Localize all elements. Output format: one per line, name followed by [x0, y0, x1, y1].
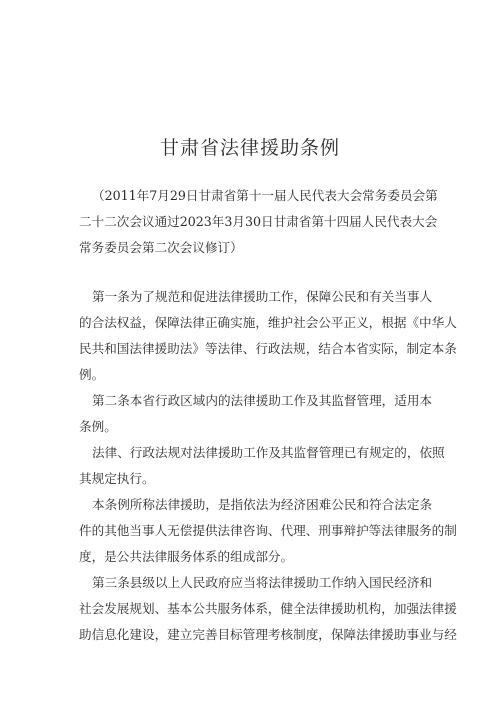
paragraph-line: 例。 [79, 367, 105, 382]
paragraph-line: 第二条本省行政区域内的法律援助工作及其监督管理，适用本 [92, 393, 433, 408]
preamble-line-1: （2011年7月29日甘肃省第十一届人民代表大会常务委员会第 [92, 188, 438, 203]
paragraph-line: 第一条为了规范和促进法律援助工作，保障公民和有关当事人 [92, 289, 433, 304]
preamble-line-3: 常务委员会第二次会议修订） [79, 240, 243, 255]
paragraph-line: 度，是公共法律服务体系的组成部分。 [79, 549, 294, 564]
paragraph-line: 本条例所称法律援助，是指依法为经济困难公民和符合法定条 [92, 497, 433, 512]
paragraph-line: 其规定执行。 [79, 471, 155, 486]
paragraph-line: 助信息化建设，建立完善目标管理考核制度，保障法律援助事业与经 [79, 627, 457, 642]
paragraph-line: 法律、行政法规对法律援助工作及其监督管理已有规定的，依照 [92, 445, 445, 460]
paragraph-line: 条例。 [79, 419, 117, 434]
paragraph-line: 民共和国法律援助法》等法律、行政法规，结合本省实际，制定本条 [79, 341, 457, 356]
paragraph-line: 的合法权益，保障法律正确实施，维护社会公平正义，根据《中华人 [79, 315, 457, 330]
paragraph-line: 社会发展规划、基本公共服务体系，健全法律援助机构，加强法律援 [79, 601, 457, 616]
preamble-line-2: 二十二次会议通过2023年3月30日甘肃省第十四届人民代表大会 [79, 214, 438, 229]
paragraph-line: 件的其他当事人无偿提供法律咨询、代理、刑事辩护等法律服务的制 [79, 523, 457, 538]
paragraph-line: 第三条县级以上人民政府应当将法律援助工作纳入国民经济和 [92, 575, 433, 590]
document-title: 甘肃省法律援助条例 [159, 137, 340, 159]
